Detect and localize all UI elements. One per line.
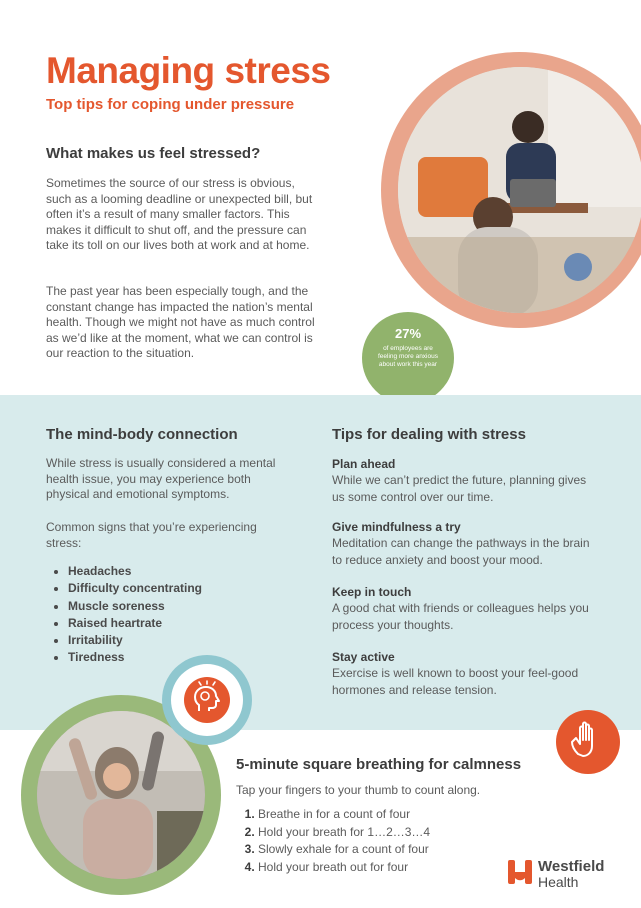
tip-body: Meditation can change the pathways in the brain to reduce anxiety and boost your mood. — [332, 536, 590, 567]
list-item: • Muscle soreness — [68, 598, 202, 615]
tip-body: While we can’t predict the future, planning gives us some control over our time. — [332, 473, 587, 504]
breathing-intro: Tap your fingers to your thumb to count along. — [236, 783, 481, 797]
list-item: 1. Breathe in for a count of four — [258, 806, 430, 824]
tip-title: Keep in touch — [332, 585, 412, 599]
hand-fingers-icon — [556, 710, 620, 774]
tip-title: Give mindfulness a try — [332, 520, 461, 534]
section-heading-breathing: 5-minute square breathing for calmness — [236, 756, 522, 773]
tip-mindfulness — [332, 519, 602, 569]
list-item: • Tiredness — [68, 649, 202, 666]
mind-body-paragraph-2: Common signs that you’re experiencing stress: — [46, 520, 257, 550]
list-item: 2. Hold your breath for 1…2…3…4 — [258, 824, 430, 842]
westfield-logo-icon — [506, 858, 534, 886]
list-item: • Difficulty concentrating — [68, 580, 202, 597]
list-item: • Headaches — [68, 563, 202, 580]
section-heading-mind-body: The mind-body connection — [46, 426, 238, 443]
tip-body: Exercise is well known to boost your feel-good hormones and release tension. — [332, 666, 579, 697]
page-subtitle: Top tips for coping under pressure — [46, 96, 295, 113]
tip-body: A good chat with friends or colleagues helps you process your thoughts. — [332, 601, 589, 632]
hero-photo-illustration — [398, 67, 641, 313]
stat-bubble — [362, 312, 454, 404]
tip-title: Stay active — [332, 650, 395, 664]
section-heading-stressed: What makes us feel stressed? — [46, 145, 261, 162]
breathing-steps — [240, 806, 430, 876]
tip-stay-active — [332, 649, 602, 699]
signs-list — [52, 563, 202, 667]
logo-word-2: Health — [538, 874, 579, 890]
list-item: 3. Slowly exhale for a count of four — [258, 841, 430, 859]
tip-title: Plan ahead — [332, 457, 396, 471]
intro-paragraph-2: The past year has been especially tough, and the constant change has impacted the nation’s mental health. Though we might not have as much control as we’d like at the moment, what we can control is our reaction to the situation. — [46, 284, 315, 360]
list-item: • Raised heartrate — [68, 615, 202, 632]
stat-value: 27% — [394, 326, 422, 341]
tip-plan-ahead — [332, 456, 602, 506]
list-item: 4. Hold your breath out for four — [258, 859, 430, 877]
list-item: • Irritability — [68, 632, 202, 649]
stat-text: of employees are feeling more anxious about work this year — [378, 345, 438, 368]
tip-keep-in-touch — [332, 584, 602, 634]
logo-word-1: Westfield — [538, 858, 605, 875]
mind-body-paragraph-1: While stress is usually considered a mental health issue, you may experience both physical and emotional symptoms. — [46, 456, 276, 501]
section-heading-tips: Tips for dealing with stress — [332, 426, 526, 443]
intro-paragraph-1: Sometimes the source of our stress is obvious, such as a looming deadline or unexpected bill, but often it’s a result of many smaller factors. This makes it difficult to shut off, and the pressure can take its toll on our lives both at work and at home. — [46, 176, 313, 252]
page-title: Managing stress — [46, 50, 331, 91]
brain-head-icon — [184, 677, 230, 723]
hero-photo — [398, 67, 641, 313]
